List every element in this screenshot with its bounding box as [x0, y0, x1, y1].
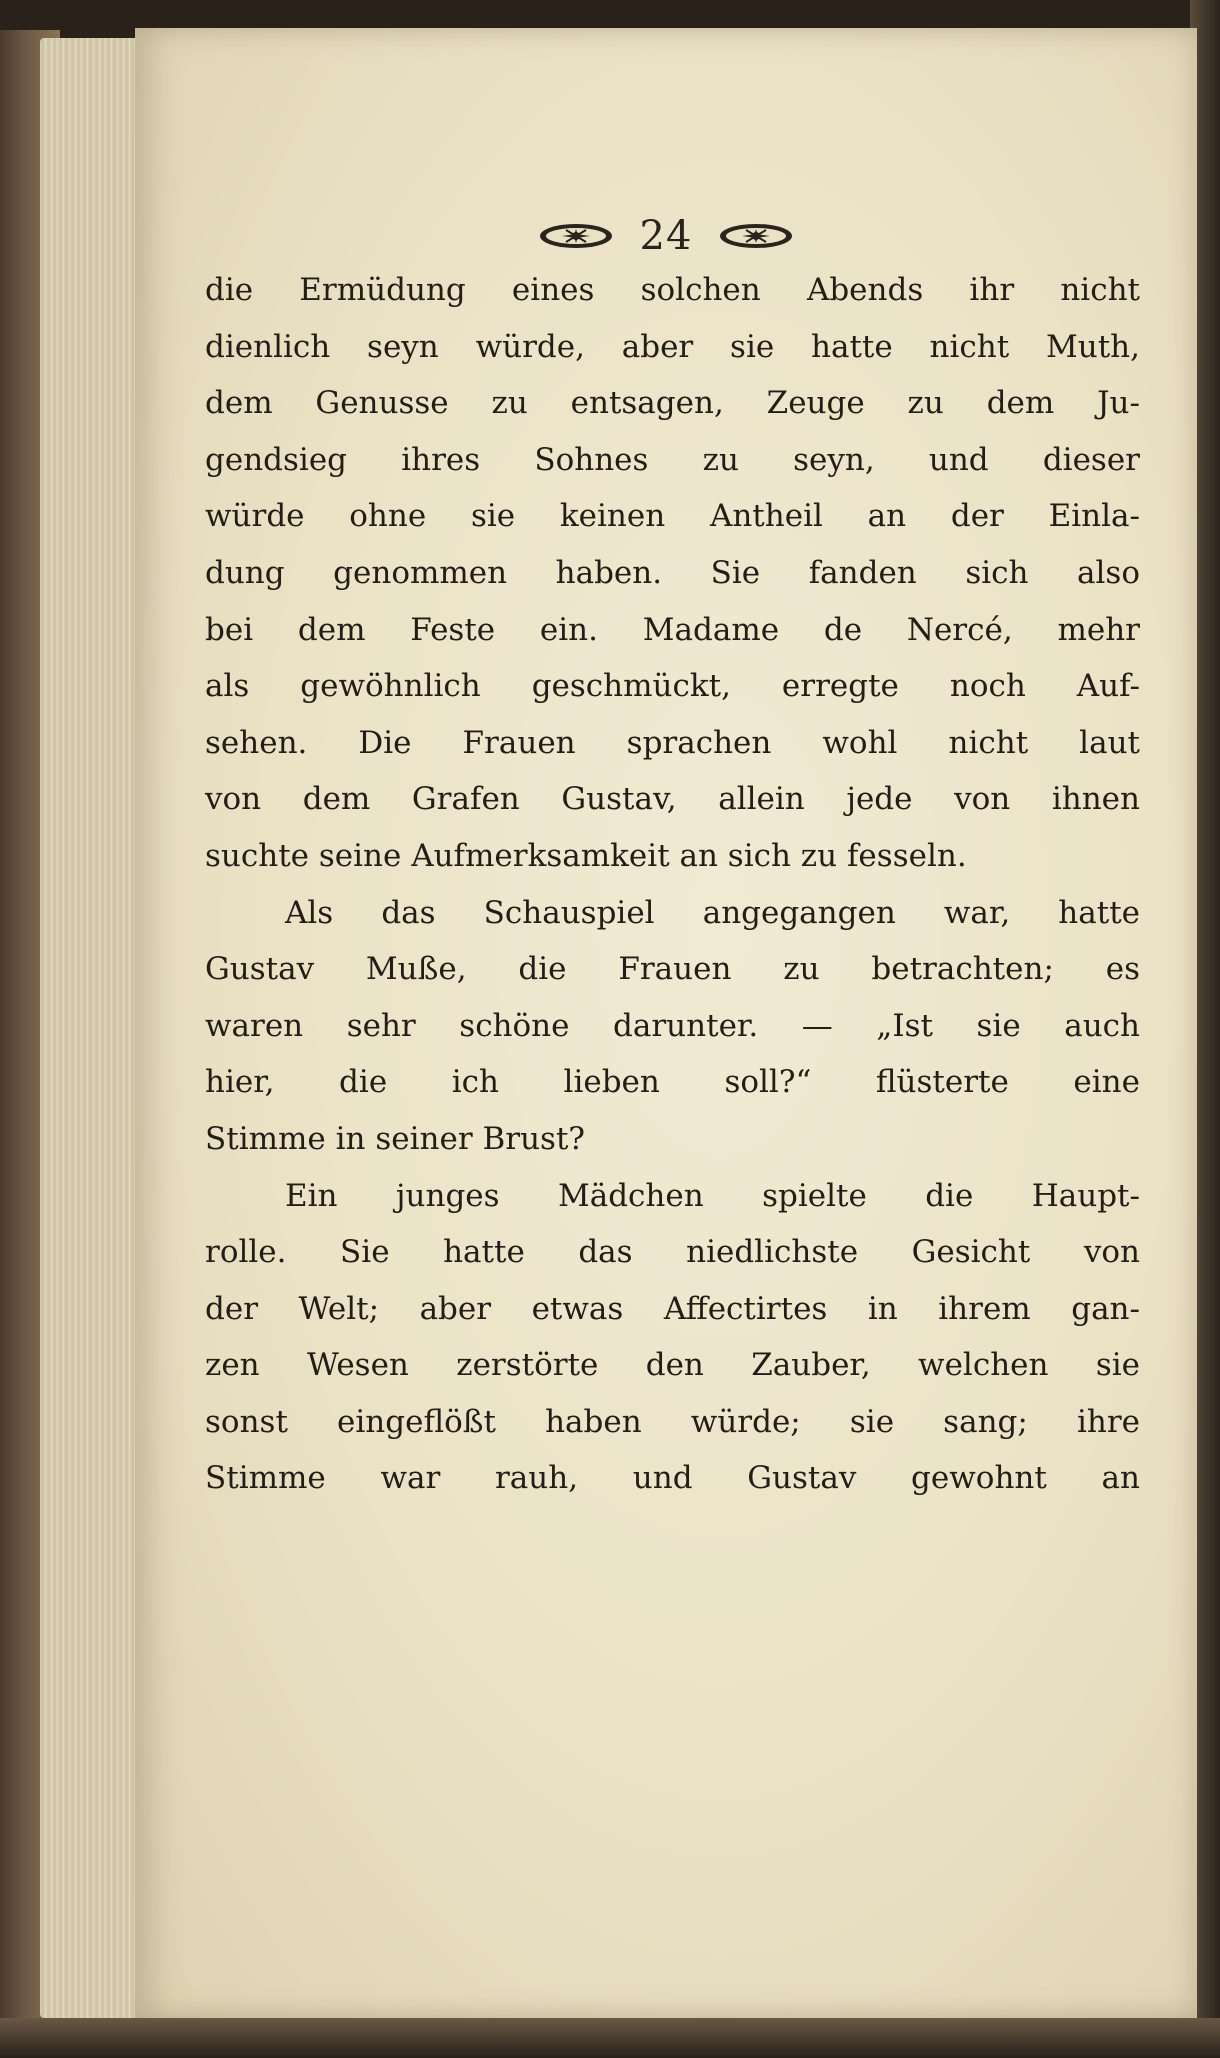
text-line: dienlich seyn würde, aber sie hatte nicht Muth, — [205, 328, 1140, 365]
text-line: sonst eingeflößt haben würde; sie sang; ihre — [205, 1403, 1140, 1440]
book-edge-bottom — [0, 2018, 1220, 2058]
text-line: die Ermüdung eines solchen Abends ihr nicht — [205, 272, 1140, 308]
text-line: Gustav Muße, die Frauen zu betrachten; es — [205, 951, 1140, 988]
text-line: rolle. Sie hatte das niedlichste Gesicht von — [205, 1234, 1140, 1271]
page-edges — [40, 38, 150, 2018]
body-text — [205, 262, 1140, 1507]
text-line: Stimme war rauh, und Gustav gewohnt an — [205, 1460, 1140, 1497]
text-line: als gewöhnlich geschmückt, erregte noch Auf- — [205, 668, 1140, 705]
text-line: Stimme in seiner Brust? — [205, 1120, 586, 1157]
rosette-ornament-icon — [718, 221, 794, 251]
page-header — [135, 206, 1197, 266]
text-line: dem Genusse zu entsagen, Zeuge zu dem Ju- — [205, 385, 1140, 422]
text-line: der Welt; aber etwas Affectirtes in ihrem gan- — [205, 1290, 1140, 1327]
text-line: hier, die ich lieben soll?“ flüsterte eine — [205, 1064, 1140, 1101]
text-line: bei dem Feste ein. Madame de Nercé, mehr — [205, 611, 1140, 648]
text-line: Als das Schauspiel angegangen war, hatte — [285, 894, 1140, 931]
text-line: gendsieg ihres Sohnes zu seyn, und dieser — [205, 441, 1140, 478]
text-line: zen Wesen zerstörte den Zauber, welchen sie — [205, 1347, 1140, 1384]
text-line: sehen. Die Frauen sprachen wohl nicht laut — [205, 724, 1140, 761]
page-number: 24 — [639, 213, 693, 259]
rosette-ornament-icon — [538, 221, 614, 251]
text-line: dung genommen haben. Sie fanden sich also — [205, 554, 1140, 591]
text-line: von dem Grafen Gustav, allein jede von ihnen — [205, 781, 1140, 818]
text-line: waren sehr schöne darunter. — „Ist sie auch — [205, 1007, 1140, 1044]
text-line: Ein junges Mädchen spielte die Haupt- — [285, 1177, 1140, 1214]
text-line: würde ohne sie keinen Antheil an der Einla- — [205, 498, 1140, 535]
text-line: suchte seine Aufmerksamkeit an sich zu fesseln. — [205, 837, 967, 874]
